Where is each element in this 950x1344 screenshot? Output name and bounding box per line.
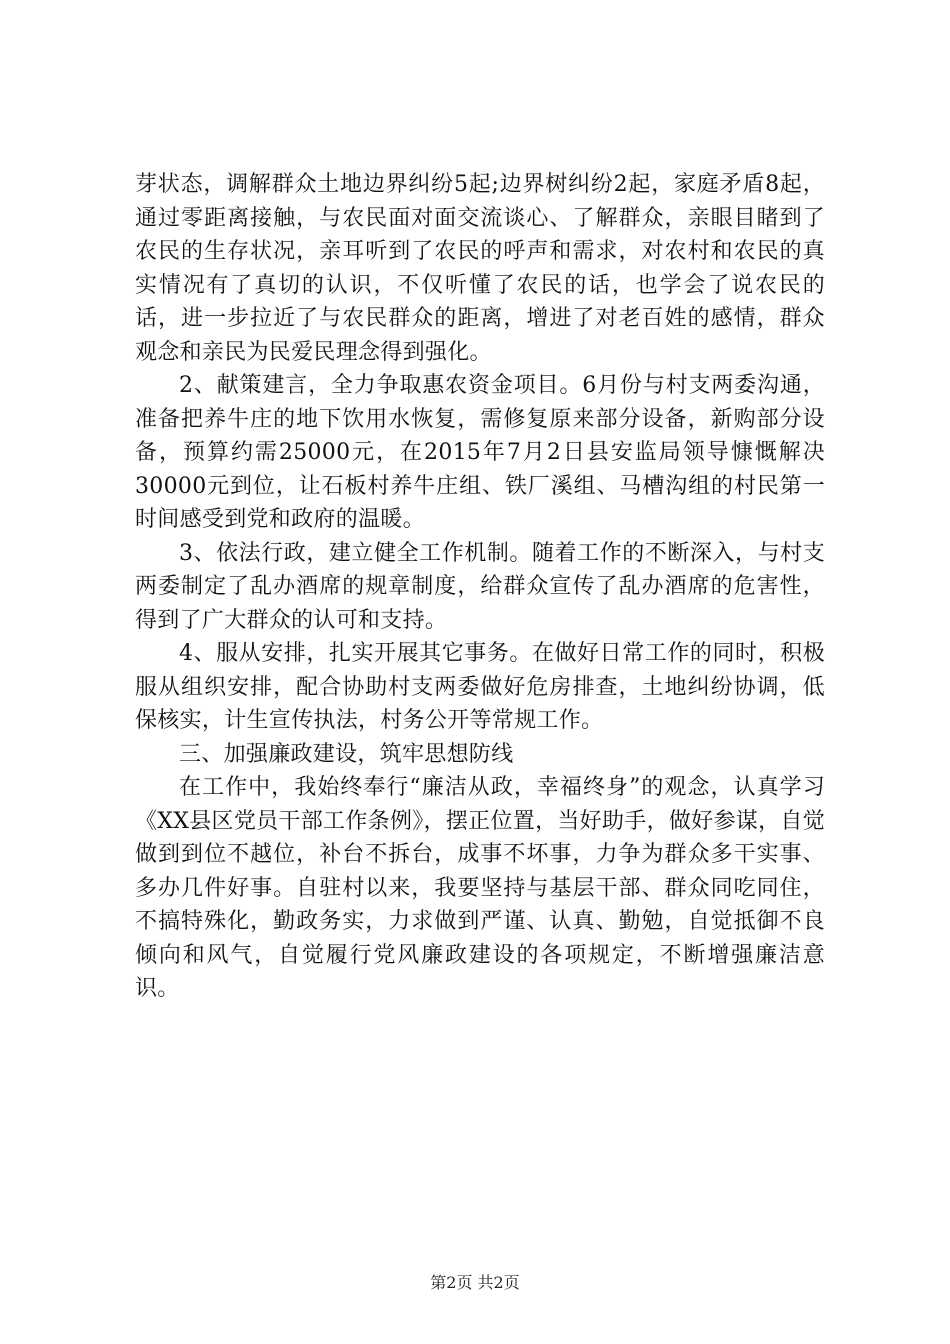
paragraph-1: 芽状态，调解群众土地边界纠纷5起;边界树纠纷2起，家庭矛盾8起，通过零距离接触，与农民面对面交流谈心、了解群众，亲眼目睹到了农民的生存状况，亲耳听到了农民的呼声和需求，对农村和农民的真实情况有了真切的认识，不仅听懂了农民的话，也学会了说农民的话，进一步拉近了与农民群众的距离，增进了对老百姓的感情，群众观念和亲民为民爱民理念得到强化。 [135,172,825,365]
paragraph-3: 3、依法行政，建立健全工作机制。随着工作的不断深入，与村支两委制定了乱办酒席的规章制度，给群众宣传了乱办酒席的危害性，得到了广大群众的认可和支持。 [135,540,825,633]
paragraph-6: 在工作中，我始终奉行“廉洁从政，幸福终身”的观念，认真学习《XX县区党员干部工作条例》，摆正位置，当好助手，做好参谋，自觉做到到位不越位，补台不拆台，成事不坏事，力争为群众多干实事、多办几件好事。自驻村以来，我要坚持与基层干部、群众同吃同住，不搞特殊化，勤政务实，力求做到严谨、认真、勤勉，自觉抵御不良倾向和风气，自觉履行党风廉政建设的各项规定，不断增强廉洁意识。 [135,775,825,1001]
document-body [135,168,825,1006]
paragraph-4: 4、服从安排，扎实开展其它事务。在做好日常工作的同时，积极服从组织安排，配合协助村支两委做好危房排查，土地纠纷协调，低保核实，计生宣传执法，村务公开等常规工作。 [135,641,825,733]
paragraph-2: 2、献策建言，全力争取惠农资金项目。6月份与村支两委沟通，准备把养牛庄的地下饮用水恢复，需修复原来部分设备，新购部分设备，预算约需25000元，在2015年7月2日县安监局领导慷慨解决30000元到位，让石板村养牛庄组、铁厂溪组、马槽沟组的村民第一时间感受到党和政府的温暖。 [135,373,825,532]
page-number-footer: 第2页 共2页 [430,1273,520,1292]
section-heading: 三、加强廉政建设，筑牢思想防线 [179,741,514,767]
